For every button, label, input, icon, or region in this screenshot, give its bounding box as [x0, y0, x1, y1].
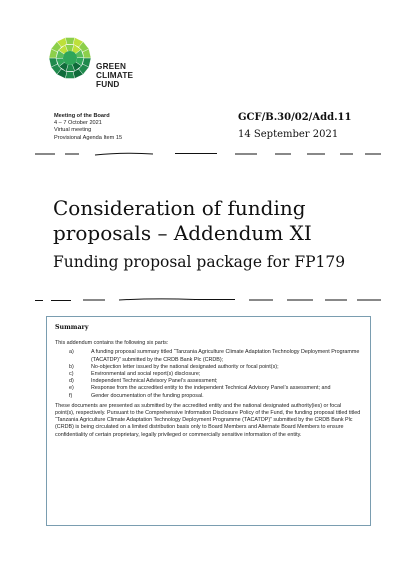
list-item-label: e) [69, 385, 74, 392]
gcf-logo [48, 36, 168, 100]
page-subtitle: Funding proposal package for FP179 [53, 253, 346, 271]
list-item [55, 378, 362, 385]
list-item [55, 371, 362, 378]
agenda-item: Provisional Agenda Item 15 [54, 134, 123, 141]
list-item-label: b) [69, 363, 74, 370]
meeting-venue: Virtual meeting [54, 127, 92, 134]
list-item-label: f) [69, 392, 73, 399]
list-item-text: No-objection letter issued by the national designated authority or focal point(s); [91, 363, 279, 370]
gcf-globe-logo-icon [48, 36, 92, 80]
logo-line-climate: CLIMATE [96, 71, 134, 80]
summary-heading: Summary [55, 324, 89, 331]
meeting-info [54, 113, 122, 142]
list-item-text: Environmental and social report(s) disclosure; [91, 371, 201, 378]
divider-bottom [35, 297, 381, 303]
summary-closing-paragraph: These documents are presented as submitted by the accredited entity and the national designated authority(ies) or focal point(s), respectively. Pursuant to the Comprehensive Information Disclosure Policy of the Fund, the funding proposal titled titled “Tanzania Agriculture Climate Adaptation Technology Deployment Programme (TACATDP)” submitted by the CRDB Bank Plc (CRDB) is being circulated on a limited distribution basis only to Board Members and Alternate Board Members to ensure confidentiality of certain proprietary, legally privileged or commercially sensitive information of the entity. [55, 402, 361, 438]
logo-line-green: GREEN [96, 62, 127, 71]
list-item-label: d) [69, 378, 74, 385]
list-item-text: Response from the accredited entity to the independent Technical Advisory Panel’s assessment; and [91, 385, 331, 392]
divider-top [35, 151, 381, 157]
list-item-text: Independent Technical Advisory Panel’s assessment; [91, 378, 218, 385]
list-item-label: c) [69, 371, 74, 378]
summary-box [46, 316, 371, 526]
list-item [55, 364, 362, 371]
list-item [55, 385, 362, 392]
meeting-label: Meeting of the Board [54, 113, 110, 119]
list-item [55, 349, 362, 363]
list-item [55, 393, 362, 400]
document-number: GCF/B.30/02/Add.11 [238, 112, 352, 123]
summary-intro: This addendum contains the following six parts: [55, 340, 169, 347]
logo-wordmark [96, 62, 133, 89]
page-title: Consideration of funding proposals – Addendum XI [53, 196, 312, 245]
document-reference [238, 112, 351, 140]
summary-list [55, 349, 362, 399]
meeting-dates: 4 – 7 October 2021 [54, 120, 102, 127]
list-item-label: a) [69, 349, 74, 356]
list-item-text: Gender documentation of the funding proposal. [91, 392, 204, 399]
list-item-text: A funding proposal summary titled “Tanzania Agriculture Climate Adaptation Technology Deployment Programme (TACATDP)” submitted by the CRDB Bank Plc (CRDB); [91, 349, 360, 363]
document-date: 14 September 2021 [238, 129, 339, 140]
logo-line-fund: FUND [96, 80, 120, 89]
